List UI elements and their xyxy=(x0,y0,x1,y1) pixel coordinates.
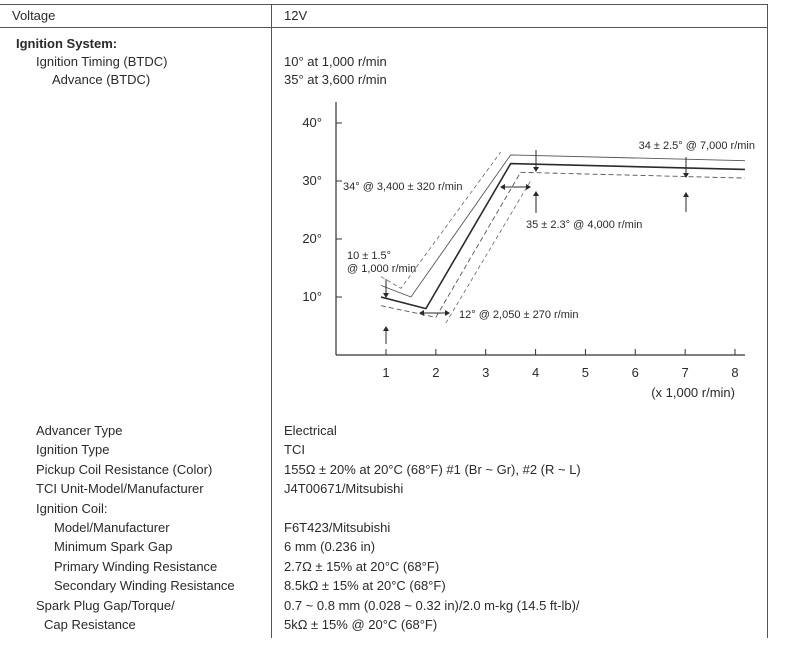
spec-value: 155Ω ± 20% at 20°C (68°F) #1 (Br ~ Gr), #2 (R ~ L) xyxy=(284,461,581,477)
voltage-label: Voltage xyxy=(12,8,56,23)
annotation-1000-a: 10 ± 1.5° xyxy=(347,250,392,262)
spec-label: TCI Unit-Model/Manufacturer xyxy=(36,481,204,497)
annotation-3400: 34° @ 3,400 ± 320 r/min xyxy=(343,181,463,193)
spec-value: 0.7 ~ 0.8 mm (0.028 ~ 0.32 in)/2.0 m-kg (14.5 ft-lb)/ xyxy=(284,597,580,613)
spec-label: Primary Winding Resistance xyxy=(54,558,218,574)
spec-label: Cap Resistance xyxy=(44,617,136,632)
arrow-head xyxy=(683,173,689,178)
section-title: Ignition System: xyxy=(16,36,118,51)
spec-value: Electrical xyxy=(284,423,337,438)
spec-label: Advancer Type xyxy=(36,423,123,438)
y-tick-label: 40° xyxy=(302,115,322,130)
voltage-value: 12V xyxy=(284,8,308,23)
x-tick-label: 7 xyxy=(681,365,689,380)
spec-value: TCI xyxy=(284,442,305,458)
advance-label: Advance (BTDC) xyxy=(52,72,151,87)
spec-value: 2.7Ω ± 15% at 20°C (68°F) xyxy=(284,558,440,574)
arrow-head xyxy=(500,184,505,190)
spec-label: Ignition Coil: xyxy=(36,500,108,516)
ignition-timing-value: 10° at 1,000 r/min xyxy=(284,54,387,69)
series-line-lower-limit xyxy=(381,172,745,317)
ignition-timing-label: Ignition Timing (BTDC) xyxy=(36,54,168,69)
arrow-head xyxy=(445,310,450,316)
arrow-head xyxy=(683,192,689,197)
spec-value: 8.5kΩ ± 15% at 20°C (68°F) xyxy=(284,578,446,594)
y-tick-label: 20° xyxy=(302,231,322,246)
x-axis-label: (x 1,000 r/min) xyxy=(651,385,735,400)
spec-value: 6 mm (0.236 in) xyxy=(284,539,376,555)
x-tick-label: 3 xyxy=(482,365,490,380)
annotation-2050: 12° @ 2,050 ± 270 r/min xyxy=(459,309,579,321)
x-tick-label: 2 xyxy=(432,365,440,380)
annotation-4000: 35 ± 2.3° @ 4,000 r/min xyxy=(526,219,643,231)
y-tick-label: 30° xyxy=(302,173,322,188)
spec-label: Ignition Type xyxy=(36,442,110,458)
advance-value: 35° at 3,600 r/min xyxy=(284,72,387,87)
annotation-1000-b: @ 1,000 r/min xyxy=(347,263,417,275)
annotation-7000: 34 ± 2.5° @ 7,000 r/min xyxy=(638,140,755,152)
arrow-head xyxy=(533,167,539,172)
arrow-head xyxy=(419,310,424,316)
arrow-head xyxy=(383,326,389,331)
spec-label: Model/Manufacturer xyxy=(54,520,170,535)
spec-label: Spark Plug Gap/Torque/ xyxy=(36,597,175,613)
x-tick-label: 1 xyxy=(382,365,390,380)
spec-value: F6T423/Mitsubishi xyxy=(284,520,391,535)
x-tick-label: 4 xyxy=(531,365,540,380)
spec-label: Pickup Coil Resistance (Color) xyxy=(36,461,213,477)
spec-label: Minimum Spark Gap xyxy=(54,539,173,555)
spec-value: 5kΩ ± 15% @ 20°C (68°F) xyxy=(284,617,438,632)
spec-value: J4T00671/Mitsubishi xyxy=(284,481,404,497)
spec-label: Secondary Winding Resistance xyxy=(54,578,235,594)
arrow-head xyxy=(533,191,539,196)
x-tick-label: 8 xyxy=(731,365,739,380)
x-tick-label: 5 xyxy=(581,365,590,380)
y-tick-label: 10° xyxy=(302,289,322,304)
x-tick-label: 6 xyxy=(631,365,639,380)
